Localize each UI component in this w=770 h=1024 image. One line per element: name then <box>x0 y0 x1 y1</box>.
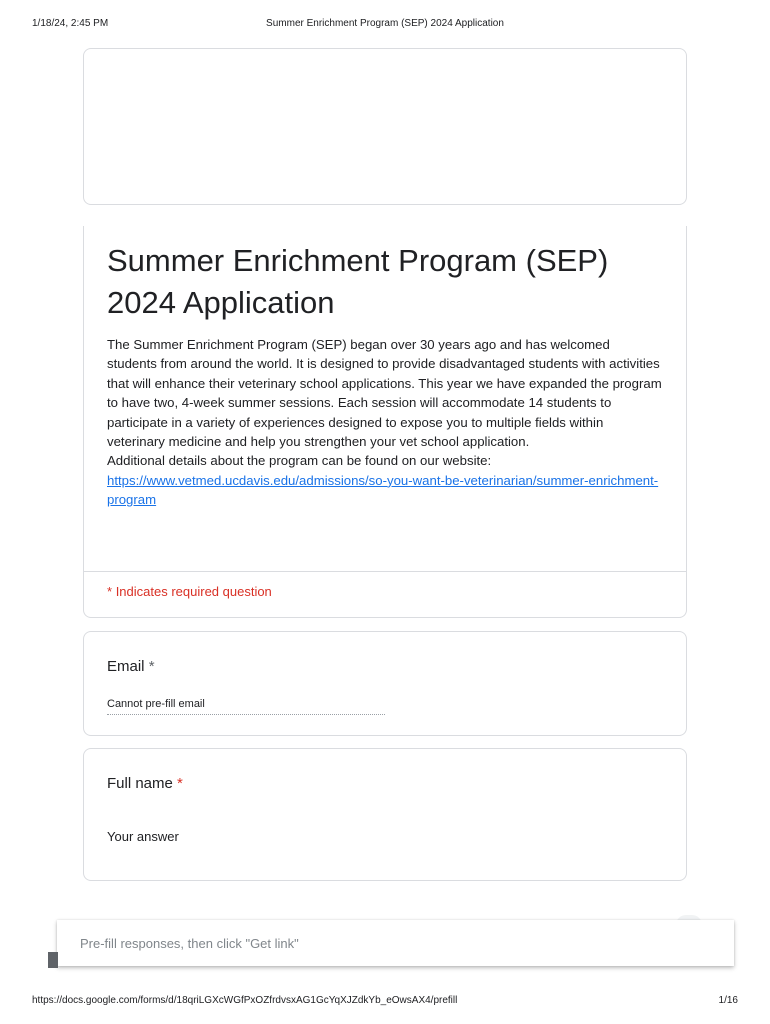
program-website-link[interactable]: https://www.vetmed.ucdavis.edu/admissions/so-you-want-be-veterinarian/summer-enrichment-program <box>107 472 659 508</box>
print-footer <box>0 995 770 1009</box>
email-prefill-note: Cannot pre-fill email <box>107 698 385 715</box>
form-description <box>107 335 662 510</box>
email-question-label <box>107 658 155 675</box>
print-header <box>0 18 770 32</box>
print-datetime: 1/18/24, 2:45 PM <box>32 18 109 29</box>
feedback-icon[interactable] <box>48 952 58 968</box>
form-details-text: Additional details about the program can be found on our website: <box>107 453 492 469</box>
full-name-input[interactable]: Your answer <box>107 829 179 844</box>
header-banner-card <box>83 48 687 205</box>
required-note <box>107 584 272 599</box>
email-question-card <box>83 631 687 736</box>
full-name-label-text: Full name <box>107 775 173 792</box>
full-name-question-card <box>83 748 687 881</box>
email-label-text: Email <box>107 658 145 675</box>
full-name-required-mark: * <box>177 775 183 792</box>
email-required-mark: * <box>148 658 155 675</box>
print-page-number: 1/16 <box>718 995 738 1006</box>
print-doc-title: Summer Enrichment Program (SEP) 2024 Application <box>266 18 504 29</box>
prefill-hint: Pre-fill responses, then click "Get link" <box>80 936 299 951</box>
required-asterisk: * <box>107 584 113 599</box>
print-url: https://docs.google.com/forms/d/18qriLGXcWGfPxOZfrdvsxAG1GcYqXJZdkYb_eOwsAX4/prefill <box>32 995 458 1006</box>
form-title-card <box>83 226 687 618</box>
full-name-question-label <box>107 775 183 792</box>
title-divider <box>84 571 686 572</box>
prefill-bottom-bar <box>57 920 734 966</box>
required-note-text: Indicates required question <box>115 584 272 599</box>
form-description-text: The Summer Enrichment Program (SEP) began over 30 years ago and has welcomed students from around the world. It is designed to provide disadvantaged students with activities that will enhance their veterinary school applications. This year we have expanded the program to have two, 4-week summer sessions. Each session will accommodate 14 students to participate in a variety of experiences designed to expose you to multiple fields within veterinary medicine and help you strengthen your vet school application. <box>107 337 662 450</box>
form-title: Summer Enrichment Program (SEP) 2024 Application <box>107 243 609 320</box>
